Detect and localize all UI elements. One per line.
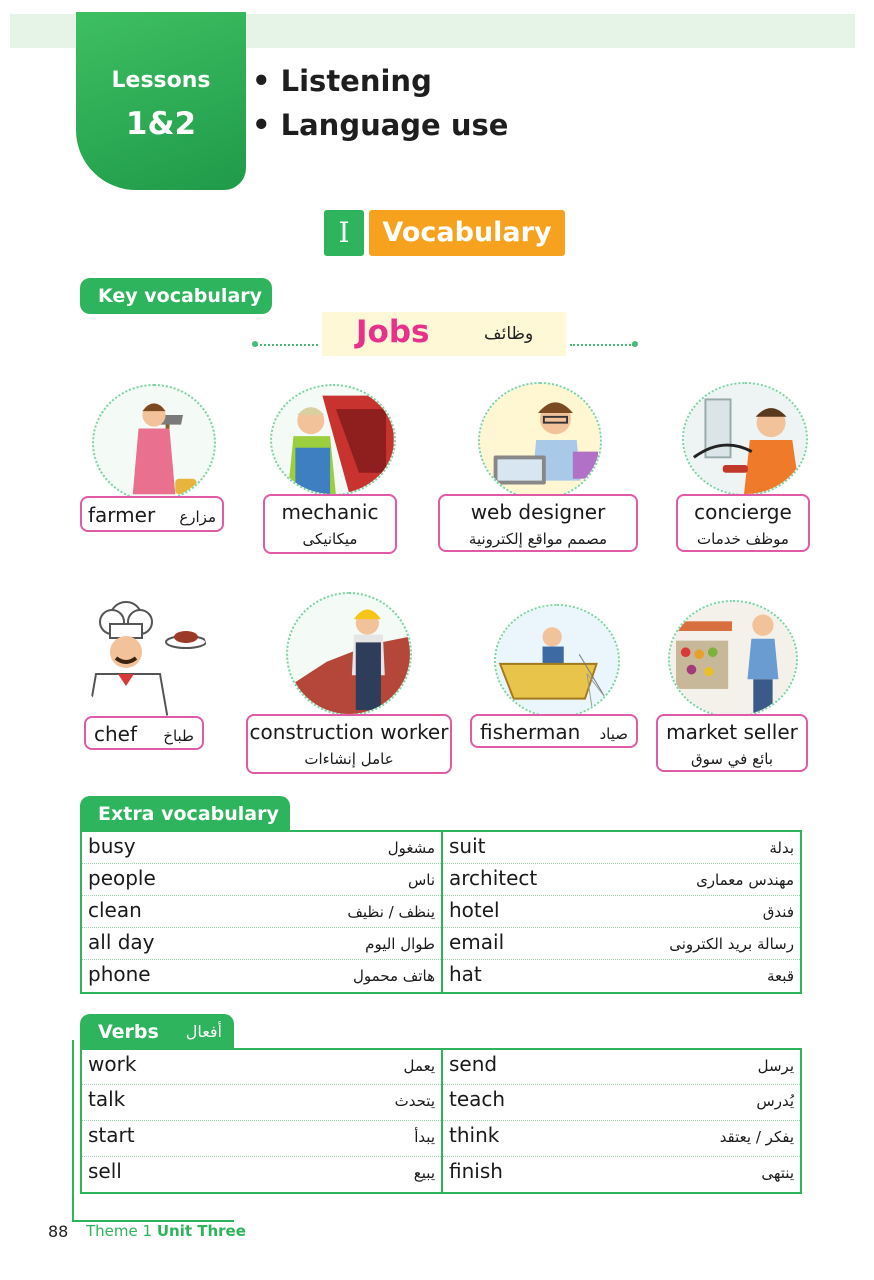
word-ar: يفكر / يعتقد [719, 1128, 794, 1146]
table-row [82, 832, 441, 864]
word-ar: ينظف / نظيف [347, 903, 435, 921]
table-row [443, 1085, 800, 1121]
word-ar: قبعة [767, 967, 794, 985]
word-en: teach [449, 1087, 506, 1111]
word-en: suit [449, 834, 486, 858]
word-en: busy [88, 834, 136, 858]
job-card-fisherman [470, 714, 638, 748]
word-ar: يتحدث [394, 1092, 435, 1110]
word-ar: فندق [762, 903, 794, 921]
page-number: 88 [48, 1222, 69, 1241]
word-en: phone [88, 962, 151, 986]
word-en: work [88, 1052, 137, 1076]
job-card-farmer [80, 496, 224, 532]
word-en: send [449, 1052, 498, 1076]
jobs-title: Jobs [356, 314, 430, 350]
word-ar: هاتف محمول [353, 967, 435, 985]
concierge-illustration [682, 382, 808, 496]
table-row [82, 960, 441, 992]
job-en: fisherman [480, 720, 581, 744]
table-row [443, 1121, 800, 1157]
word-ar: يعمل [403, 1057, 435, 1075]
job-ar: ميكانيكى [302, 530, 358, 548]
footer-theme: Theme 1 [86, 1222, 153, 1240]
job-ar: بائع في سوق [690, 750, 774, 768]
job-en: construction worker [249, 720, 449, 744]
topic-language-use: • Language use [252, 108, 509, 142]
job-en: concierge [694, 500, 792, 524]
table-row [82, 1121, 441, 1157]
word-ar: يبيع [413, 1164, 435, 1182]
farmer-illustration [92, 384, 216, 502]
web-designer-illustration [478, 382, 602, 500]
jobs-title-arabic: وظائف [484, 324, 534, 344]
job-card-market-seller [656, 714, 808, 772]
extra-vocabulary-right-column [441, 832, 800, 992]
job-en: web designer [470, 500, 606, 524]
table-row [443, 928, 800, 960]
job-card-mechanic [263, 494, 397, 554]
vine-left [256, 344, 318, 346]
section-number: I [324, 210, 364, 256]
table-row [82, 864, 441, 896]
word-en: start [88, 1123, 135, 1147]
lesson-tab [76, 12, 246, 190]
job-ar: طباخ [163, 727, 194, 745]
table-row [82, 896, 441, 928]
table-row [82, 1157, 441, 1192]
table-row [443, 1157, 800, 1192]
word-en: all day [88, 930, 155, 954]
word-ar: مشغول [387, 839, 435, 857]
job-en: mechanic [281, 500, 379, 524]
extra-vocabulary-table [80, 830, 802, 994]
word-en: hat [449, 962, 482, 986]
job-en: market seller [666, 720, 798, 744]
mechanic-illustration [270, 384, 396, 496]
job-ar: مصمم مواقع إلكترونية [468, 530, 608, 548]
lesson-label: Lessons [111, 68, 211, 93]
job-ar: مزارع [179, 508, 216, 526]
job-ar: صياد [599, 725, 628, 743]
lesson-number: 1&2 [125, 106, 197, 142]
word-en: hotel [449, 898, 500, 922]
job-card-construction-worker [246, 714, 452, 774]
word-en: sell [88, 1159, 122, 1183]
verbs-right-column [441, 1050, 800, 1192]
word-ar: ناس [407, 871, 435, 889]
table-row [443, 896, 800, 928]
job-card-chef [84, 716, 204, 750]
table-row [443, 832, 800, 864]
word-en: clean [88, 898, 142, 922]
extra-vocabulary-left-column [82, 832, 441, 992]
table-row [443, 960, 800, 992]
topic-listening: • Listening [252, 64, 432, 98]
word-ar: يُدرس [756, 1092, 794, 1110]
job-card-web-designer [438, 494, 638, 552]
word-ar: مهندس معمارى [696, 871, 794, 889]
verbs-tag-en: Verbs [98, 1021, 159, 1043]
chef-illustration [78, 596, 208, 720]
word-en: think [449, 1123, 500, 1147]
table-row [82, 1085, 441, 1121]
fisherman-illustration [494, 604, 620, 718]
section-title: Vocabulary [369, 210, 565, 256]
vine-right-dot [632, 341, 638, 347]
market-seller-illustration [668, 600, 798, 718]
job-en: farmer [88, 503, 156, 527]
verbs-left-column [82, 1050, 441, 1192]
word-en: people [88, 866, 156, 890]
construction-worker-illustration [286, 592, 412, 716]
word-en: finish [449, 1159, 503, 1183]
job-ar: موظف خدمات [697, 530, 789, 548]
key-vocabulary-tag: Key vocabulary [80, 278, 272, 314]
word-ar: طوال اليوم [365, 935, 435, 953]
table-row [443, 864, 800, 896]
job-card-concierge [676, 494, 810, 552]
job-ar: عامل إنشاءات [304, 750, 394, 768]
word-en: talk [88, 1087, 126, 1111]
word-ar: ينتهى [761, 1164, 794, 1182]
word-ar: رسالة بريد الكترونى [669, 935, 794, 953]
verbs-tag-ar: أفعال [185, 1022, 222, 1041]
table-row [82, 1050, 441, 1085]
verbs-tag [80, 1014, 234, 1050]
table-row [82, 928, 441, 960]
word-en: architect [449, 866, 538, 890]
job-en: chef [94, 722, 138, 746]
vine-left-dot [252, 341, 258, 347]
word-ar: يبدأ [414, 1128, 435, 1146]
table-row [443, 1050, 800, 1085]
word-ar: يرسل [757, 1057, 794, 1075]
footer-rule-vertical [72, 1040, 74, 1222]
vine-right [570, 344, 634, 346]
footer-unit: Unit Three [156, 1222, 246, 1240]
word-ar: بدلة [769, 839, 794, 857]
extra-vocabulary-tag: Extra vocabulary [80, 796, 290, 832]
verbs-table [80, 1048, 802, 1194]
footer-theme-unit [86, 1222, 246, 1240]
word-en: email [449, 930, 505, 954]
